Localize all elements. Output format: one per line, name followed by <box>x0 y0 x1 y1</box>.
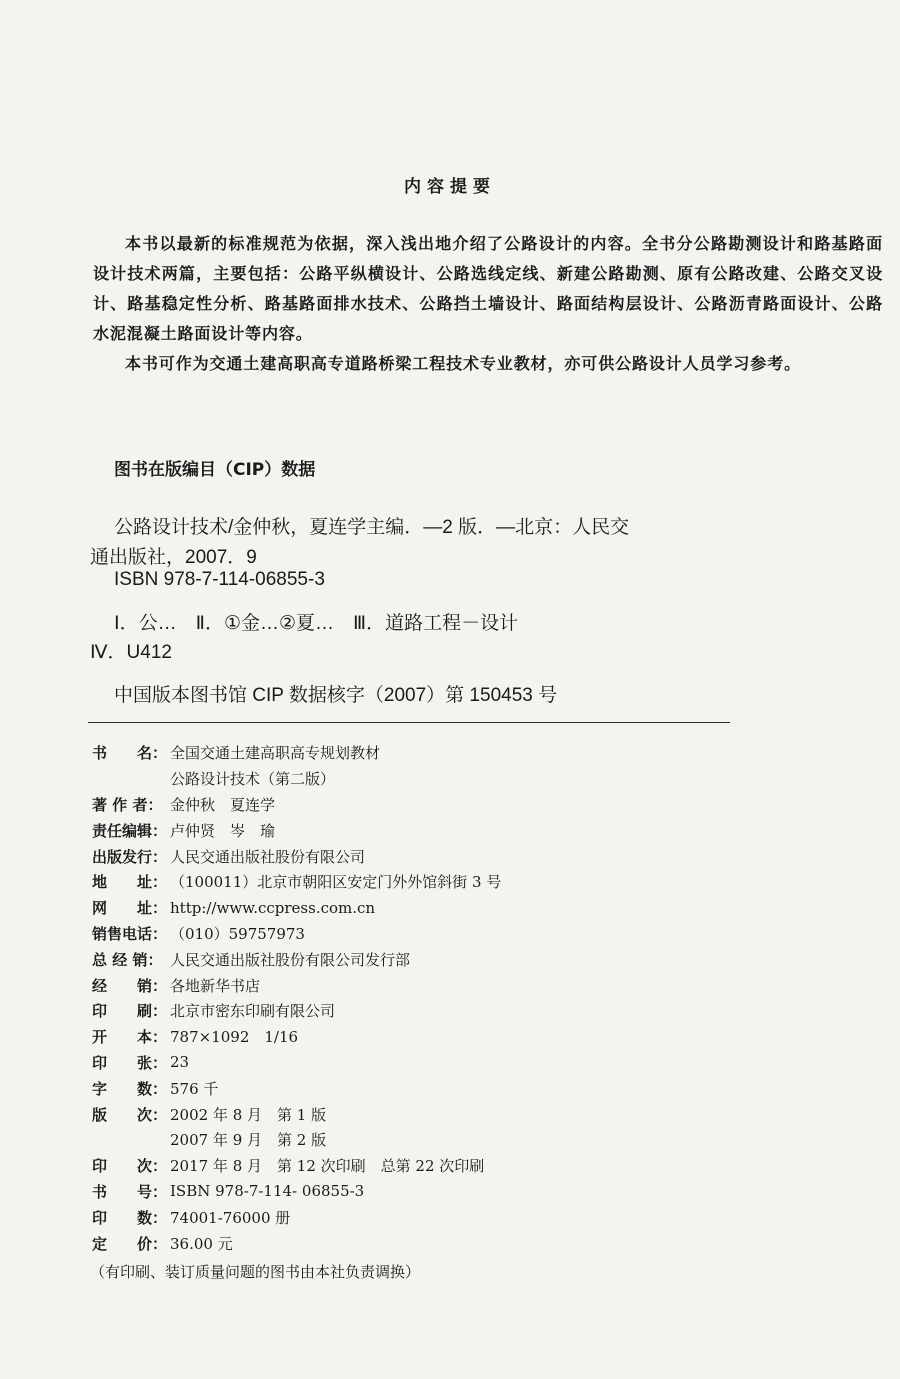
info-value: 74001-76000 册 <box>170 1208 291 1227</box>
info-label: 经 销： <box>92 976 168 995</box>
info-value: （100011）北京市朝阳区安定门外外馆斜街 3 号 <box>170 873 502 892</box>
info-row <box>92 895 792 921</box>
info-value: 人民交通出版社股份有限公司 <box>170 847 366 866</box>
info-value: ISBN 978-7-114- 06855-3 <box>170 1182 365 1201</box>
info-row <box>92 817 792 843</box>
info-row <box>92 869 792 895</box>
info-value: 787×1092 1/16 <box>170 1028 299 1047</box>
info-label: 书 名： <box>92 744 168 763</box>
info-label: 著 作 者： <box>92 795 163 814</box>
cip-record-line: 公路设计技术/金仲秋，夏连学主编．—2 版．—北京：人民交 <box>114 517 630 538</box>
info-row <box>92 1024 792 1050</box>
info-row <box>92 921 792 947</box>
info-label: 出版发行： <box>92 847 168 866</box>
info-label: 版 次： <box>92 1105 168 1124</box>
info-label: 印 刷： <box>92 1002 168 1021</box>
abstract-paragraph: 本书可作为交通土建高职高专道路桥梁工程技术专业教材，亦可供公路设计人员学习参考。 <box>125 354 802 373</box>
info-row <box>92 740 792 766</box>
info-row <box>92 1050 792 1076</box>
info-row <box>92 972 792 998</box>
info-row <box>92 946 792 972</box>
info-value: 36.00 元 <box>170 1234 233 1253</box>
info-value: 23 <box>170 1053 190 1072</box>
info-label: 开 本： <box>92 1028 168 1047</box>
info-value: http://www.ccpress.com.cn <box>170 898 376 917</box>
abstract-title: 内容提要 <box>404 177 496 197</box>
info-label: 地 址： <box>92 873 168 892</box>
info-label: 网 址： <box>92 899 168 918</box>
info-value: 人民交通出版社股份有限公司发行部 <box>170 950 411 969</box>
info-value: 2017 年 8 月 第 12 次印刷 总第 22 次印刷 <box>170 1157 485 1176</box>
abstract-paragraph: 本书以最新的标准规范为依据，深入浅出地介绍了公路设计的内容。全书分公路勘测设计和路基路面设计技术两篇，主要包括：公路平纵横设计、公路选线定线、新建公路勘测、原有公路改建、公路交叉设计、路基稳定性分析、路基路面排水技术、公路挡土墙设计、路面结构层设计、公路沥青路面设计、公路水泥混凝土路面设计等内容。 <box>93 234 883 343</box>
info-value: 公路设计技术（第二版） <box>170 770 336 789</box>
divider <box>88 722 730 723</box>
info-label: 总 经 销： <box>92 950 163 969</box>
info-value: 2007 年 9 月 第 2 版 <box>170 1131 327 1150</box>
cip-subjects: Ⅰ．公… Ⅱ．①金…②夏… Ⅲ．道路工程－设计 <box>114 613 519 634</box>
info-row <box>92 1230 792 1256</box>
info-label: 销售电话： <box>92 924 168 943</box>
info-row <box>92 1101 792 1127</box>
return-policy-note: （有印刷、装订质量问题的图书由本社负责调换） <box>90 1263 421 1281</box>
info-value: 全国交通土建高职高专规划教材 <box>170 744 381 763</box>
info-value: 576 千 <box>170 1079 219 1098</box>
info-label: 印 次： <box>92 1157 168 1176</box>
info-label: 字 数： <box>92 1079 168 1098</box>
info-value: 卢仲贤 岑 瑜 <box>170 821 276 840</box>
info-label: 责任编辑： <box>92 821 168 840</box>
info-row <box>92 1179 792 1205</box>
info-row <box>92 766 792 792</box>
info-value: 金仲秋 夏连学 <box>170 795 276 814</box>
info-label: 书 号： <box>92 1182 168 1201</box>
info-row <box>92 1127 792 1153</box>
cip-record-line: 通出版社，2007．9 <box>90 547 257 568</box>
info-label: 印 数： <box>92 1208 168 1227</box>
info-row <box>92 1204 792 1230</box>
info-value: 2002 年 8 月 第 1 版 <box>170 1105 327 1124</box>
cip-classification: Ⅳ．U412 <box>90 642 172 663</box>
info-row <box>92 1075 792 1101</box>
info-label: 印 张： <box>92 1053 168 1072</box>
cip-isbn: ISBN 978-7-114-06855-3 <box>114 569 325 590</box>
abstract-body <box>93 229 883 379</box>
cip-heading: 图书在版编目（CIP）数据 <box>114 460 316 480</box>
info-row <box>92 843 792 869</box>
info-value: （010）59757973 <box>170 924 305 943</box>
publication-info-table <box>92 740 792 1256</box>
cip-verification: 中国版本图书馆 CIP 数据核字（2007）第 150453 号 <box>114 685 558 706</box>
info-row <box>92 792 792 818</box>
info-value: 北京市密东印刷有限公司 <box>170 1002 336 1021</box>
info-value: 各地新华书店 <box>170 976 261 995</box>
info-row <box>92 1153 792 1179</box>
info-label: 定 价： <box>92 1234 168 1253</box>
info-row <box>92 998 792 1024</box>
